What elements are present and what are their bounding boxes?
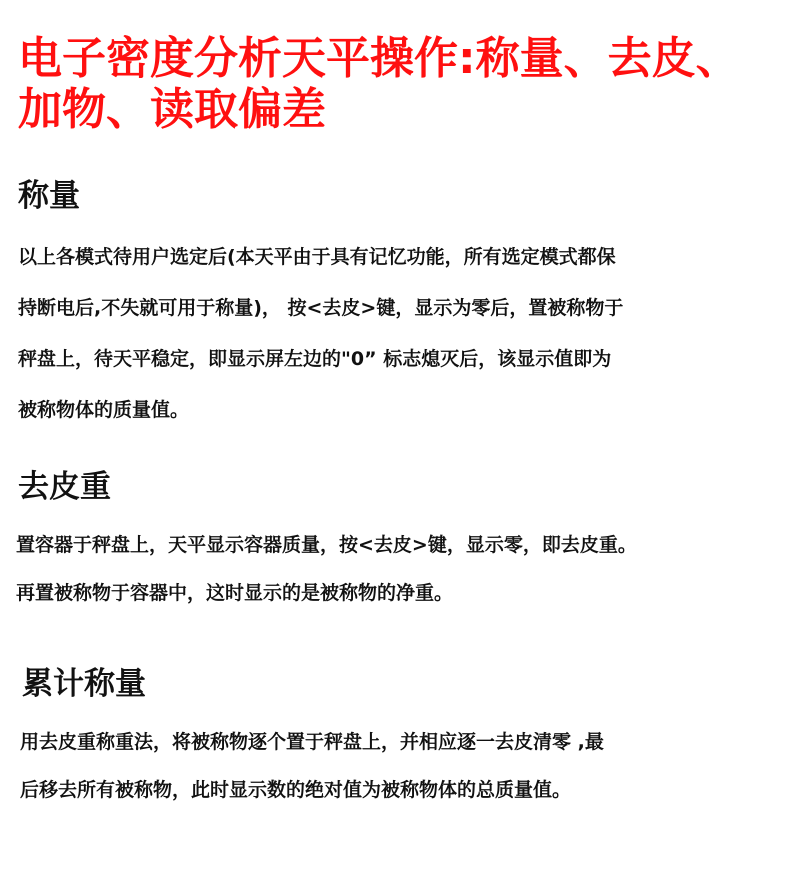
paragraph-line: 后移去所有被称物，此时显示数的绝对值为被称物体的总质量值。 (20, 779, 572, 801)
paragraph-line: 秤盘上，待天平稳定，即显示屏左边的"0” 标志熄灭后，该显示值即为 (18, 348, 612, 370)
page-title-line-2: 加物、读取偏差 (18, 84, 326, 135)
paragraph-line: 被称物体的质量值。 (18, 399, 190, 421)
paragraph-line: 持断电后,不失就可用于称量)， 按<去皮>键，显示为零后，置被称物于 (18, 297, 624, 319)
page-title-line-1: 电子密度分析天平操作:称量、去皮、 (18, 33, 740, 84)
paragraph-line: 用去皮重称重法，将被称物逐个置于秤盘上，并相应逐一去皮清零 ,最 (20, 731, 604, 753)
paragraph-line: 再置被称物于容器中，这时显示的是被称物的净重。 (16, 582, 454, 604)
section-body-weighing (18, 232, 788, 436)
section-heading-tare: 去皮重 (18, 469, 111, 505)
page-title (18, 33, 788, 135)
paragraph-line: 置容器于秤盘上，天平显示容器质量，按<去皮>键，显示零，即去皮重。 (16, 534, 637, 556)
section-heading-weighing: 称量 (18, 178, 80, 214)
section-body-tare (16, 521, 788, 617)
paragraph-line: 以上各模式待用户选定后(本天平由于具有记忆功能，所有选定模式都保 (18, 246, 616, 268)
section-body-cumulative (20, 718, 788, 814)
section-heading-cumulative: 累计称量 (22, 666, 146, 702)
